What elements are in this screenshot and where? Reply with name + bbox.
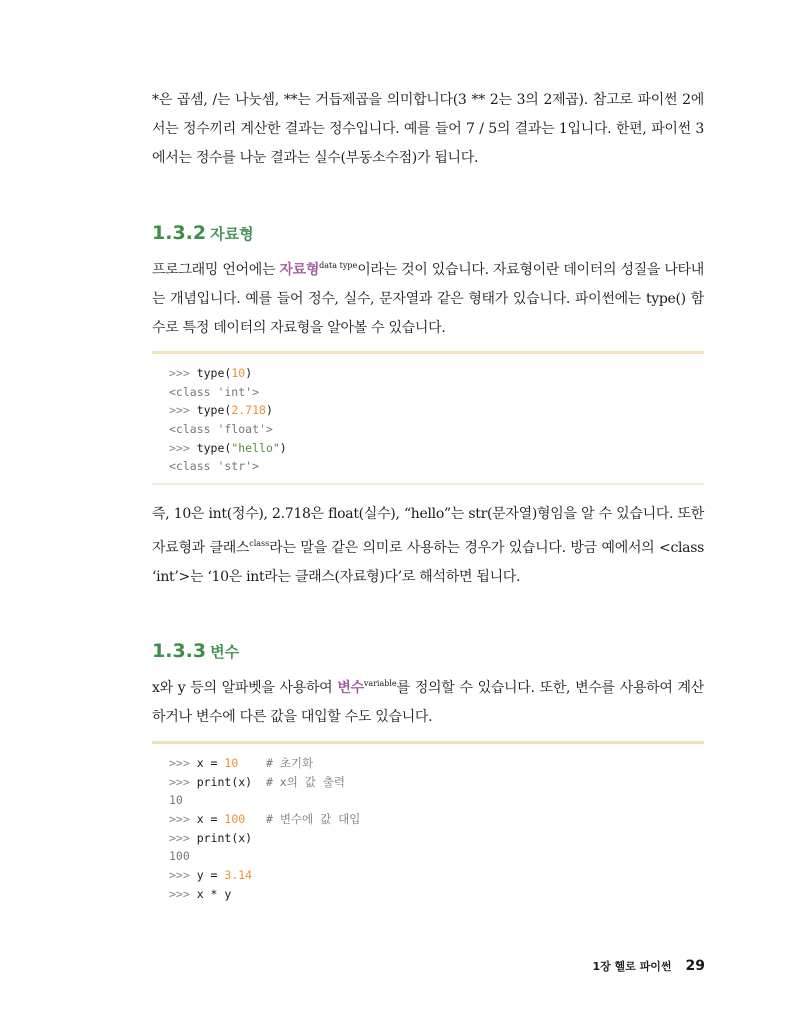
code-text: type(	[196, 440, 232, 455]
code-text: type(	[196, 403, 232, 418]
code-line	[169, 791, 704, 810]
code-line	[169, 457, 704, 476]
code-line	[169, 420, 704, 439]
paragraph-text: 즉, 10은 int(정수), 2.718은 float(실수), “hello”는 str(문자열)형임을 알 수 있습니다. 또한 자료형과 클래스	[152, 506, 704, 556]
code-literal: 2.718	[231, 403, 266, 418]
code-line	[169, 383, 704, 402]
section-132-paragraph-1	[152, 251, 704, 343]
code-text: print(x)	[196, 830, 253, 845]
paragraph-text: 라는 말을 같은 의미로 사용하는 경우가 있습니다. 방금 예에서의 <class ‘int’>는 ‘10은 int라는 클래스(자료형)다’로 해석하면 됩니다.	[152, 540, 704, 585]
section-title: 변수	[210, 643, 240, 661]
code-line	[169, 810, 704, 829]
code-line	[169, 754, 704, 773]
term-highlight: 변수	[337, 680, 364, 696]
intro-paragraph	[152, 86, 704, 173]
paragraph-text: 이라는 것이 있습니다. 자료형이란 데이터의 성질을 나타내는 개념입니다. 예를 들어 정수, 실수, 문자열과 같은 형태가 있습니다. 파이썬에는 type() 함수로 특정 데이터의 자료형을 알아볼 수 있습니다.	[152, 262, 704, 336]
section-title: 자료형	[210, 225, 254, 243]
code-line	[169, 439, 704, 458]
paragraph-text: 프로그래밍 언어에는	[152, 262, 280, 278]
code-line	[169, 829, 704, 848]
code-literal: 10	[224, 756, 239, 770]
code-literal: "hello"	[231, 440, 280, 455]
code-output: 10	[169, 793, 183, 808]
code-comment: # 초기화	[265, 756, 314, 770]
code-output: <class 'float'>	[169, 422, 273, 437]
code-line	[169, 866, 704, 885]
section-number: 1.3.2	[152, 222, 207, 244]
paragraph-text: x와 y 등의 알파벳을 사용하여	[152, 680, 338, 696]
code-text: print(x)	[196, 774, 253, 789]
code-line	[169, 885, 704, 904]
code-prompt: >>>	[169, 774, 197, 789]
code-text: y =	[196, 868, 225, 883]
term-superscript: class	[249, 539, 270, 548]
code-prompt: >>>	[169, 403, 197, 418]
page-number: 29	[685, 958, 705, 974]
term-superscript: variable	[363, 679, 397, 688]
code-output: <class 'str'>	[169, 459, 260, 474]
code-comment: # x의 값 출력	[265, 774, 346, 789]
code-literal: 100	[224, 812, 246, 827]
page-footer	[592, 955, 705, 974]
intro-text: *은 곱셈, /는 나눗셈, **는 거듭제곱을 의미합니다(3 ** 2는 3의 2제곱). 참고로 파이썬 2에서는 정수끼리 계산한 결과는 정수입니다. 예를 들어 7 / 5의 결과는 1입니다. 한편, 파이썬 3에서는 정수를 나눈 결과는 실수(부동소수점)가 됩니다.	[152, 92, 704, 166]
code-prompt: >>>	[169, 868, 197, 883]
code-text: )	[279, 440, 287, 455]
code-output: 100	[169, 849, 190, 864]
section-number: 1.3.3	[152, 640, 207, 662]
section-133-paragraph-1	[152, 669, 704, 732]
section-heading-1-3-3	[152, 640, 239, 662]
code-prompt: >>>	[169, 440, 197, 455]
code-literal: 10	[231, 366, 246, 380]
code-prompt: >>>	[169, 812, 197, 827]
code-line	[169, 401, 704, 420]
code-line	[169, 364, 704, 383]
code-prompt: >>>	[169, 886, 197, 901]
code-literal: 3.14	[224, 868, 253, 883]
code-text: x * y	[196, 886, 232, 901]
term-superscript: data type	[319, 261, 358, 270]
paragraph-text: 를 정의할 수 있습니다. 또한, 변수를 사용하여 계산하거나 변수에 다른 값을 대입할 수도 있습니다.	[152, 680, 704, 725]
code-comment: # 변수에 값 대입	[265, 812, 361, 827]
code-text: x =	[196, 812, 225, 827]
term-highlight: 자료형	[279, 262, 320, 278]
code-text: )	[245, 366, 253, 380]
code-prompt: >>>	[169, 830, 197, 845]
footer-chapter: 1장 헬로 파이썬	[592, 960, 672, 973]
code-text: )	[265, 403, 273, 418]
code-block-type	[152, 351, 704, 485]
code-line	[169, 847, 704, 866]
code-prompt: >>>	[169, 756, 197, 770]
code-prompt: >>>	[169, 366, 197, 380]
code-output: <class 'int'>	[169, 384, 260, 399]
code-text: x =	[196, 756, 225, 770]
code-text: type(	[196, 366, 232, 380]
code-block-variables	[152, 741, 704, 911]
section-132-paragraph-2	[152, 500, 704, 592]
code-line	[169, 773, 704, 792]
section-heading-1-3-2	[152, 222, 254, 244]
